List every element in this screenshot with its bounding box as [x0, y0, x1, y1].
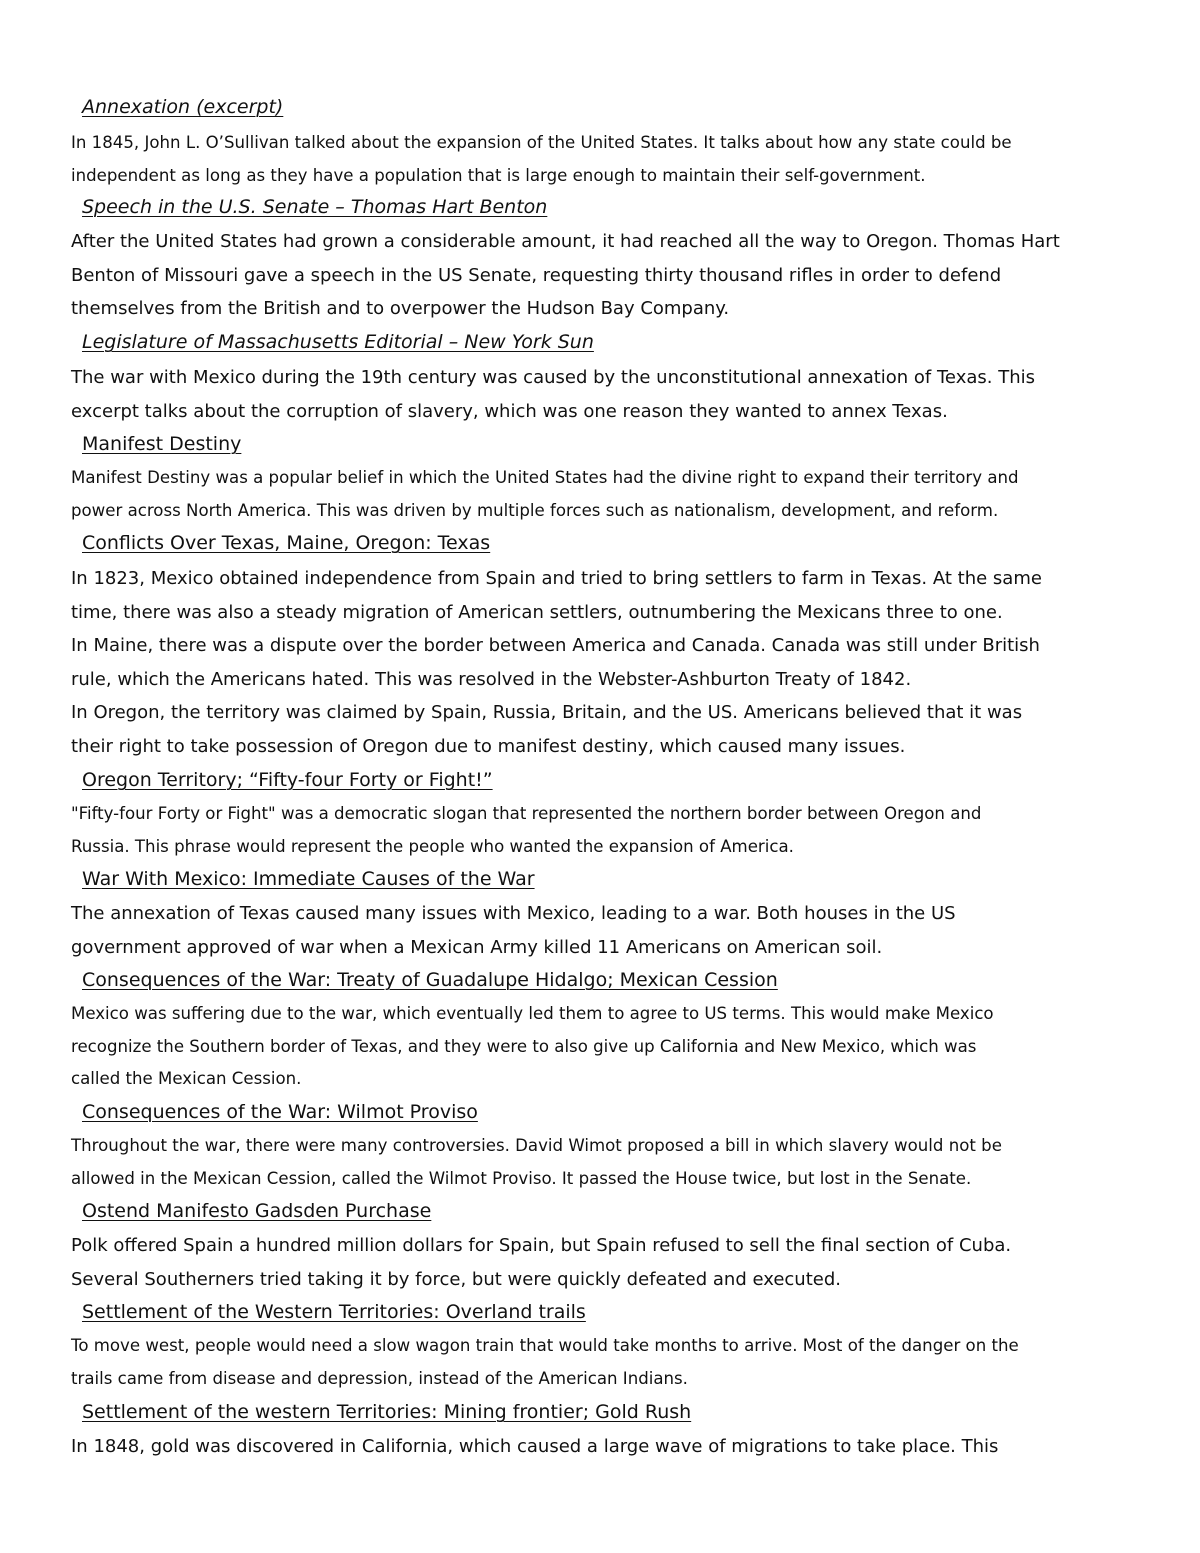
- body-line: recognize the Southern border of Texas, and they were to also give up California and New Mexico, which was: [71, 1036, 977, 1056]
- section-heading-ostend-gadsden: Ostend Manifesto Gadsden Purchase: [82, 1200, 432, 1222]
- section-heading-conflicts-texas: Conflicts Over Texas, Maine, Oregon: Texas: [82, 532, 491, 554]
- body-line: The annexation of Texas caused many issues with Mexico, leading to a war. Both houses in the US: [71, 903, 956, 924]
- section-body-ostend-gadsden: [71, 1229, 1141, 1296]
- section-heading-war-with-mexico: War With Mexico: Immediate Causes of the War: [82, 868, 535, 890]
- body-line: Throughout the war, there were many controversies. David Wimot proposed a bill in which slavery would not be: [71, 1136, 1002, 1155]
- section-heading-annexation: Annexation (excerpt): [82, 96, 284, 118]
- body-line: In Maine, there was a dispute over the border between America and Canada. Canada was still under British: [71, 635, 1040, 656]
- section-body-oregon-territory: [71, 798, 1141, 863]
- section-body-manifest-destiny: [71, 462, 1141, 527]
- section-body-treaty-guadalupe-hidalgo: [71, 998, 1141, 1096]
- body-line: "Fifty-four Forty or Fight" was a democratic slogan that represented the northern border between Oregon and: [71, 804, 982, 823]
- body-line: trails came from disease and depression, instead of the American Indians.: [71, 1368, 688, 1388]
- section-heading-treaty-guadalupe-hidalgo: Consequences of the War: Treaty of Guadalupe Hidalgo; Mexican Cession: [82, 969, 778, 991]
- section-heading-overland-trails: Settlement of the Western Territories: Overland trails: [82, 1301, 586, 1323]
- body-line: Several Southerners tried taking it by force, but were quickly defeated and executed.: [71, 1268, 841, 1290]
- section-body-war-with-mexico: [71, 897, 1141, 964]
- section-body-benton-speech: [71, 225, 1141, 326]
- body-line: Mexico was suffering due to the war, which eventually led them to agree to US terms. This would make Mexico: [71, 1004, 994, 1023]
- section-heading-wilmot-proviso: Consequences of the War: Wilmot Proviso: [82, 1101, 478, 1123]
- section-body-massachusetts-editorial: [71, 361, 1141, 428]
- body-line: time, there was also a steady migration of American settlers, outnumbering the Mexicans three to one.: [71, 601, 1003, 623]
- section-body-conflicts-texas: [71, 562, 1141, 763]
- body-line: To move west, people would need a slow wagon train that would take months to arrive. Most of the danger on the: [71, 1336, 1019, 1355]
- body-line: After the United States had grown a considerable amount, it had reached all the way to Oregon. Thomas Hart: [71, 231, 1060, 252]
- body-line: In 1845, John L. O’Sullivan talked about the expansion of the United States. It talks about how any state could be: [71, 133, 1012, 152]
- section-heading-benton-speech: Speech in the U.S. Senate – Thomas Hart Benton: [82, 196, 548, 218]
- section-body-overland-trails: [71, 1330, 1141, 1395]
- body-line: called the Mexican Cession.: [71, 1069, 302, 1088]
- section-body-gold-rush: [71, 1430, 1141, 1464]
- section-heading-manifest-destiny: Manifest Destiny: [82, 433, 242, 455]
- section-heading-massachusetts-editorial: Legislature of Massachusetts Editorial – New York Sun: [82, 331, 594, 353]
- body-line: Benton of Missouri gave a speech in the US Senate, requesting thirty thousand rifles in order to defend: [71, 264, 1002, 286]
- section-body-annexation: [71, 127, 1141, 192]
- body-line: In 1848, gold was discovered in California, which caused a large wave of migrations to take place. This: [71, 1436, 999, 1457]
- body-line: Polk offered Spain a hundred million dollars for Spain, but Spain refused to sell the final section of Cuba.: [71, 1235, 1012, 1256]
- body-line: power across North America. This was driven by multiple forces such as nationalism, development, and reform.: [71, 500, 999, 520]
- body-line: excerpt talks about the corruption of slavery, which was one reason they wanted to annex Texas.: [71, 400, 948, 422]
- body-line: The war with Mexico during the 19th century was caused by the unconstitutional annexation of Texas. This: [71, 367, 1035, 388]
- section-heading-gold-rush: Settlement of the western Territories: Mining frontier; Gold Rush: [82, 1401, 692, 1423]
- body-line: their right to take possession of Oregon due to manifest destiny, which caused many issues.: [71, 735, 906, 757]
- body-line: independent as long as they have a population that is large enough to maintain their self-government.: [71, 165, 926, 185]
- body-line: In 1823, Mexico obtained independence from Spain and tried to bring settlers to farm in Texas. At the same: [71, 568, 1042, 589]
- body-line: themselves from the British and to overpower the Hudson Bay Company.: [71, 298, 730, 319]
- section-body-wilmot-proviso: [71, 1130, 1141, 1195]
- section-heading-oregon-territory: Oregon Territory; “Fifty-four Forty or Fight!”: [82, 769, 493, 791]
- body-line: In Oregon, the territory was claimed by Spain, Russia, Britain, and the US. Americans believed that it was: [71, 702, 1023, 723]
- body-line: allowed in the Mexican Cession, called the Wilmot Proviso. It passed the House twice, but lost in the Senate.: [71, 1168, 972, 1188]
- body-line: rule, which the Americans hated. This was resolved in the Webster-Ashburton Treaty of 1842.: [71, 668, 912, 690]
- body-line: Manifest Destiny was a popular belief in which the United States had the divine right to expand their territory and: [71, 468, 1019, 487]
- body-line: government approved of war when a Mexican Army killed 11 Americans on American soil.: [71, 936, 883, 958]
- body-line: Russia. This phrase would represent the people who wanted the expansion of America.: [71, 836, 794, 856]
